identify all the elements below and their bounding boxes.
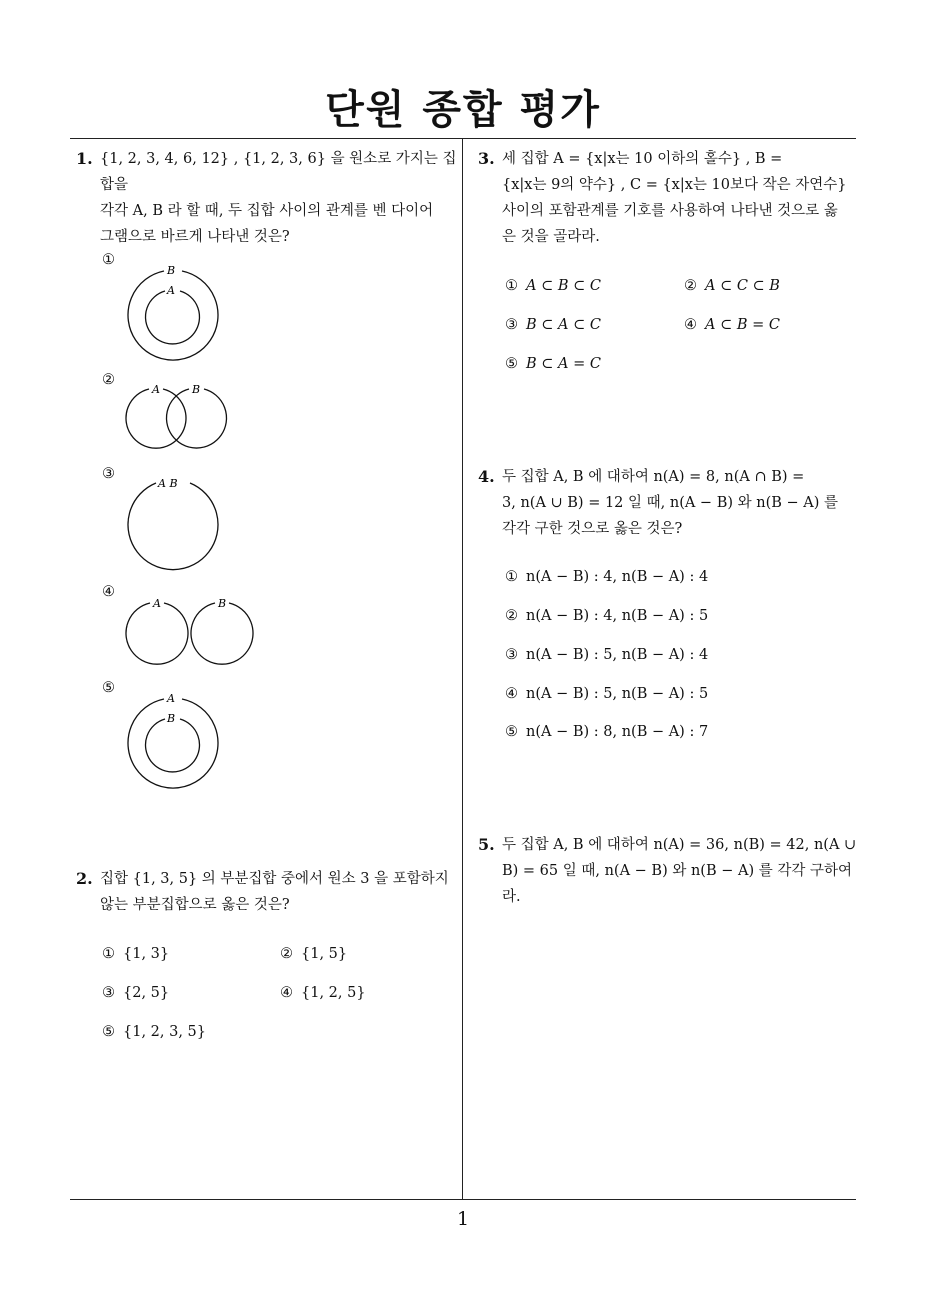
question-2: [76, 866, 460, 918]
option-mark: ③: [505, 317, 518, 333]
question-text-line: 집합 {1, 3, 5} 의 부분집합 중에서 원소 3 을 포함하지: [100, 871, 449, 887]
q4-option-4[interactable]: [505, 684, 708, 704]
page-number: 1: [456, 1208, 470, 1230]
question-3: [478, 146, 860, 250]
q4-option-1[interactable]: [505, 567, 708, 587]
q3-option-1[interactable]: [505, 276, 601, 296]
bottom-rule: [70, 1199, 856, 1200]
q1-option-2-venn: [118, 380, 238, 459]
venn-label-inner: A: [167, 284, 175, 297]
option-text: {2, 5}: [123, 985, 170, 1001]
q1-option-3-venn: [118, 474, 228, 578]
q1-option-5-venn: [118, 690, 228, 794]
venn-circle-left: [126, 389, 186, 448]
option-mark: ④: [505, 686, 518, 702]
question-text-line: 않는 부분집합으로 옳은 것은?: [100, 897, 290, 913]
q2-option-2[interactable]: [280, 944, 347, 964]
q3-option-3[interactable]: [505, 315, 601, 335]
question-text-line: 라.: [502, 889, 521, 905]
q1-option-2-mark[interactable]: ②: [102, 372, 115, 388]
question-1: [76, 146, 460, 250]
option-mark: ④: [684, 317, 697, 333]
venn-label-right: B: [218, 597, 227, 610]
option-mark: ③: [102, 985, 115, 1001]
option-text: {1, 5}: [301, 946, 348, 962]
option-mark: ②: [505, 608, 518, 624]
option-text: {1, 2, 5}: [301, 985, 366, 1001]
q4-option-3[interactable]: [505, 645, 708, 665]
venn-label-right: B: [192, 383, 201, 396]
option-text: {1, 3}: [123, 946, 170, 962]
option-mark: ①: [505, 278, 518, 294]
option-mark: ⑤: [505, 724, 518, 740]
option-text: B ⊂ A = C: [526, 356, 601, 372]
question-text-line: 3, n(A ∪ B) = 12 일 때, n(A − B) 와 n(B − A) 를: [502, 495, 838, 511]
q1-option-4-venn: [118, 594, 263, 673]
question-5: [478, 832, 860, 910]
column-divider: [462, 139, 463, 1200]
option-text: A ⊂ C ⊂ B: [705, 278, 780, 294]
option-mark: ①: [102, 946, 115, 962]
q1-option-5-mark[interactable]: ⑤: [102, 680, 115, 696]
option-text: n(A − B) : 5, n(B − A) : 4: [526, 647, 709, 663]
question-text-line: {1, 2, 3, 4, 6, 12} , {1, 2, 3, 6} 을 원소로 가지는 집합을: [100, 151, 457, 193]
option-text: B ⊂ A ⊂ C: [526, 317, 601, 333]
venn-circle: [128, 483, 218, 570]
question-text-line: B) = 65 일 때, n(A − B) 와 n(B − A) 를 각각 구하여: [502, 863, 852, 879]
option-mark: ③: [505, 647, 518, 663]
question-number: 4.: [478, 467, 495, 486]
q4-option-2[interactable]: [505, 606, 708, 626]
venn-label-inner: B: [167, 712, 176, 725]
option-mark: ②: [684, 278, 697, 294]
question-number: 3.: [478, 149, 495, 168]
question-text-line: 사이의 포함관계를 기호를 사용하여 나타낸 것으로 옳: [502, 203, 838, 219]
venn-circle-left: [126, 603, 188, 664]
venn-circle-right: [191, 603, 253, 664]
venn-label-left: A: [152, 383, 160, 396]
question-number: 5.: [478, 835, 495, 854]
top-rule: [70, 138, 856, 139]
q2-option-3[interactable]: [102, 983, 169, 1003]
option-text: A ⊂ B ⊂ C: [526, 278, 601, 294]
question-text-line: {x|x는 9의 약수} , C = {x|x는 10보다 작은 자연수}: [502, 177, 847, 193]
venn-label-outer: A: [167, 692, 175, 705]
q1-option-4-mark[interactable]: ④: [102, 584, 115, 600]
option-text: n(A − B) : 4, n(B − A) : 5: [526, 608, 709, 624]
q1-option-1-venn: [118, 262, 228, 366]
option-text: A ⊂ B = C: [705, 317, 780, 333]
question-text-line: 각각 구한 것으로 옳은 것은?: [502, 521, 683, 537]
option-mark: ⑤: [102, 1024, 115, 1040]
option-mark: ④: [280, 985, 293, 1001]
question-text-line: 각각 A, B 라 할 때, 두 집합 사이의 관계를 벤 다이어: [100, 203, 434, 219]
question-text-line: 은 것을 골라라.: [502, 229, 600, 245]
page-title: 단원 종합 평가: [325, 87, 601, 133]
option-text: n(A − B) : 5, n(B − A) : 5: [526, 686, 709, 702]
q3-option-2[interactable]: [684, 276, 780, 296]
option-text: n(A − B) : 8, n(B − A) : 7: [526, 724, 709, 740]
q1-option-3-mark[interactable]: ③: [102, 466, 115, 482]
q2-option-4[interactable]: [280, 983, 366, 1003]
venn-circle-inner: [146, 719, 200, 772]
option-text: {1, 2, 3, 5}: [123, 1024, 207, 1040]
venn-label-equal: A B: [158, 477, 178, 490]
question-text-line: 두 집합 A, B 에 대하여 n(A) = 8, n(A ∩ B) =: [502, 469, 805, 485]
q4-option-5[interactable]: [505, 722, 708, 742]
option-mark: ②: [280, 946, 293, 962]
option-text: n(A − B) : 4, n(B − A) : 4: [526, 569, 709, 585]
question-number: 1.: [76, 149, 93, 168]
question-text-line: 그램으로 바르게 나타낸 것은?: [100, 229, 290, 245]
q3-option-4[interactable]: [684, 315, 780, 335]
q2-option-1[interactable]: [102, 944, 169, 964]
venn-label-left: A: [153, 597, 161, 610]
venn-circle-inner: [146, 291, 200, 344]
venn-label-outer: B: [167, 264, 176, 277]
option-mark: ①: [505, 569, 518, 585]
q2-option-5[interactable]: [102, 1022, 206, 1042]
option-mark: ⑤: [505, 356, 518, 372]
question-number: 2.: [76, 869, 93, 888]
question-text-line: 세 집합 A = {x|x는 10 이하의 홀수} , B =: [502, 151, 783, 167]
question-text-line: 두 집합 A, B 에 대하여 n(A) = 36, n(B) = 42, n(A ∪: [502, 837, 857, 853]
q3-option-5[interactable]: [505, 354, 601, 374]
question-4: [478, 464, 860, 542]
venn-circle-right: [167, 389, 227, 448]
q1-option-1-mark[interactable]: ①: [102, 252, 115, 268]
